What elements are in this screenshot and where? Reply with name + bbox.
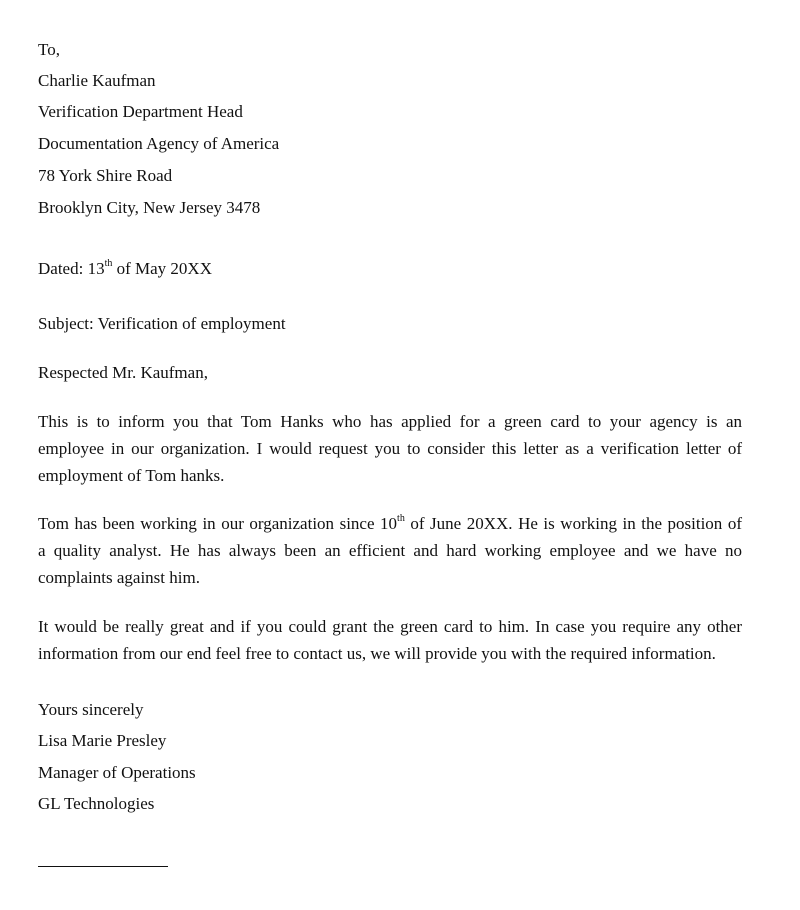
signer-title: Manager of Operations [38,763,196,782]
recipient-title: Verification Department Head [38,102,243,121]
signer-company: GL Technologies [38,794,155,813]
letter-page [38,0,742,910]
letter-subject: Subject: Verification of employment [38,314,286,333]
body-paragraph-1 [38,408,742,489]
recipient-city: Brooklyn City, New Jersey 3478 [38,198,261,217]
recipient-to: To, [38,40,60,59]
recipient-name: Charlie Kaufman [38,71,156,90]
recipient-street: 78 York Shire Road [38,166,173,185]
paragraph-3-line-2: information from our end feel free to contact us, we will provide you with the required information. [38,644,716,663]
paragraph-1-line-1: This is to inform you that Tom Hanks who has applied for a green card to your agency is an [38,412,742,431]
letter-date [38,259,212,279]
paragraph-2-line-3: complaints against him. [38,568,200,587]
date-rest: of May 20XX [112,259,212,278]
closing-valediction: Yours sincerely [38,700,144,719]
paragraph-2-line-1-start: Tom has been working in our organization since 10 [38,514,398,533]
paragraph-2-ordinal-suffix: th [397,513,405,525]
body-paragraph-2 [38,510,742,591]
paragraph-1-line-3: employment of Tom hanks. [38,466,225,485]
signature-line [38,866,168,867]
paragraph-2-line-2: a quality analyst. He has always been an efficient and hard working employee and we have no [38,541,742,560]
paragraph-2-line-1-end: of June 20XX. He is working in the position of [404,514,743,533]
paragraph-2-line-1 [38,510,742,537]
signer-name: Lisa Marie Presley [38,731,167,750]
date-ordinal-suffix: th [104,258,113,270]
paragraph-1-line-2: employee in our organization. I would request you to consider this letter as a verification letter of [38,439,742,458]
recipient-organization: Documentation Agency of America [38,134,280,153]
body-paragraph-3 [38,613,742,667]
date-prefix: Dated: 13 [38,259,105,278]
paragraph-3-line-1: It would be really great and if you could grant the green card to him. In case you require any other [38,617,742,636]
letter-greeting: Respected Mr. Kaufman, [38,363,208,382]
